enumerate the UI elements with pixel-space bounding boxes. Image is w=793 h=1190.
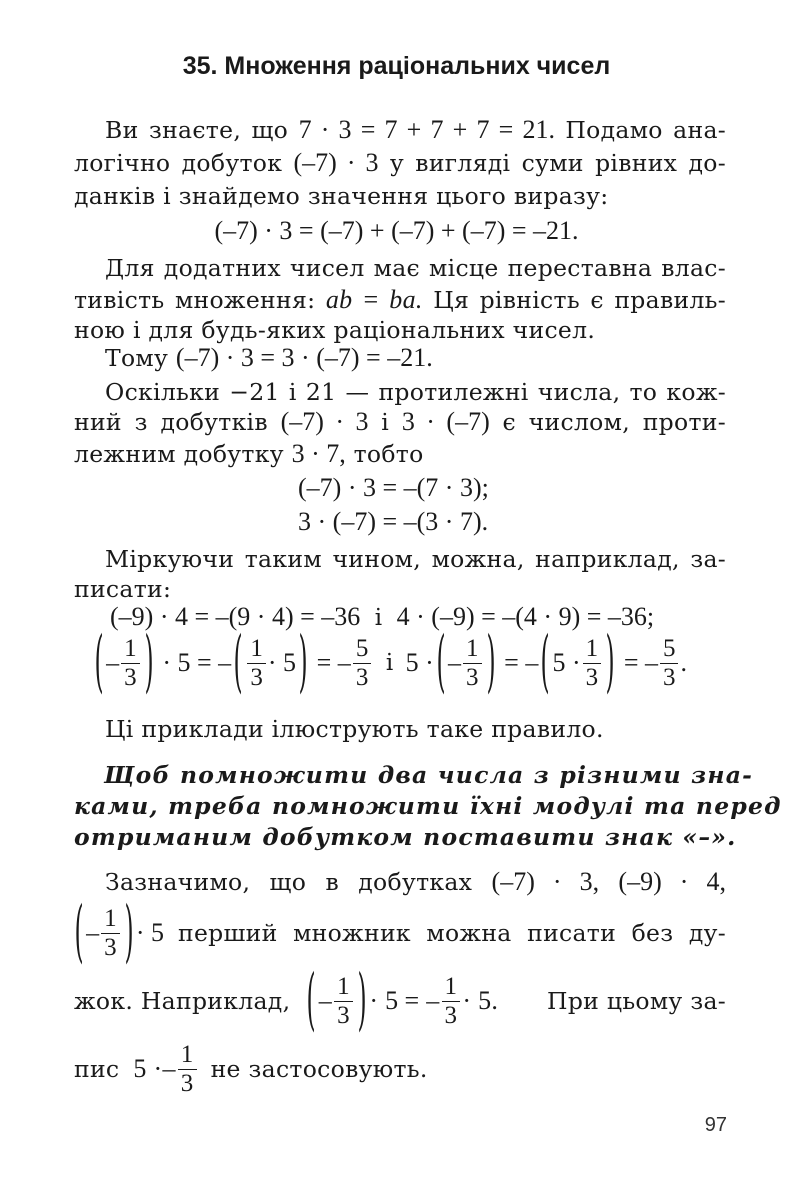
text: і (385, 650, 394, 676)
fraction (442, 973, 461, 1030)
right-paren: ) (605, 624, 615, 702)
numerator: 1 (178, 1041, 197, 1070)
denominator: 3 (466, 663, 479, 691)
numerator: 1 (121, 635, 140, 664)
text-line (105, 866, 726, 898)
right-paren: ) (124, 894, 134, 972)
left-paren: ( (436, 624, 446, 702)
text-line (74, 284, 726, 316)
display-equation (110, 601, 710, 634)
text-line (105, 342, 726, 374)
math-expression: (–7) · 3 (280, 407, 369, 436)
fraction (178, 1041, 197, 1098)
text-line: Оскільки −21 і 21 — протилежні числа, то кож- (105, 378, 726, 406)
math-expression: · 5 (162, 648, 191, 677)
denominator: 3 (444, 1001, 458, 1029)
text: ний з добутків (74, 408, 268, 436)
text: Зазначимо, що в добутках (105, 868, 473, 896)
right-paren: ) (298, 624, 308, 702)
math-expression: 3 · 7, (291, 439, 346, 468)
text-line: писати: (74, 575, 172, 603)
text: Подамо ана- (565, 116, 726, 144)
fraction (121, 635, 140, 692)
fraction (660, 635, 679, 692)
numerator: 5 (660, 635, 679, 664)
text: При цьому за- (547, 987, 726, 1015)
minus-sign: – (162, 1054, 176, 1083)
text-line (74, 147, 726, 179)
math-expression: (–9) · 4 = –(9 · 4) = –36 (110, 602, 361, 631)
text: Ви знаєте, що (105, 116, 289, 144)
text-line: данків і знайдемо значення цього виразу: (74, 182, 609, 210)
denominator: 3 (180, 1069, 194, 1097)
math-expression: = – (623, 648, 658, 677)
text-line: ною і для будь-яких раціональних чисел. (74, 316, 596, 344)
math-expression: (–9) · 4, (618, 867, 726, 896)
display-equation: (–7) · 3 = –(7 · 3); (298, 473, 489, 502)
numerator: 1 (442, 973, 461, 1002)
math-expression: 5 · (133, 1054, 163, 1083)
math-expression: · 5 (135, 918, 164, 947)
right-paren: ) (486, 624, 496, 702)
numerator: 1 (101, 905, 120, 934)
page-number: 97 (704, 1114, 727, 1136)
numerator: 1 (334, 973, 353, 1002)
math-expression: = – (404, 986, 440, 1015)
math-expression: 4 · (–9) = –(4 · 9) = –36; (396, 602, 655, 631)
left-paren: ( (540, 624, 550, 702)
math-expression: · 5 (267, 648, 296, 677)
math-expression: 7 · 3 = 7 + 7 + 7 = 21. (298, 115, 555, 144)
fraction (463, 635, 482, 692)
numerator: 1 (583, 635, 602, 664)
fraction (101, 905, 120, 962)
math-expression: (–7) · 3, (491, 867, 600, 896)
numerator: 1 (463, 635, 482, 664)
minus-sign: – (86, 918, 100, 947)
text-line: Міркуючи таким чином, можна, наприклад, за- (105, 545, 726, 573)
text: тивість множення: (74, 286, 316, 314)
left-paren: ( (94, 624, 104, 702)
display-equation: 3 · (–7) = –(3 · 7). (298, 507, 489, 536)
minus-sign: – (318, 986, 333, 1015)
fraction (247, 635, 266, 692)
section-title: 35. Множення раціональних чисел (182, 52, 611, 80)
right-paren: ) (357, 962, 367, 1040)
denominator: 3 (585, 663, 599, 691)
period: . (680, 648, 687, 677)
math-expression: = – (504, 648, 539, 677)
math-expression: 5 · (405, 648, 434, 677)
text: тобто (353, 440, 424, 468)
denominator: 3 (355, 663, 369, 691)
text-line (74, 1036, 726, 1102)
text-line (74, 962, 726, 1040)
text: логічно добуток (74, 149, 283, 177)
denominator: 3 (124, 663, 137, 691)
fraction-equation (92, 624, 732, 702)
rule-line: ками, треба помножити їхні модулі та перед (74, 792, 782, 820)
rule-line: Щоб помножити два числа з різними зна- (104, 761, 754, 789)
text-line (74, 406, 726, 438)
math-expression: (–7) · 3 (293, 148, 379, 177)
denominator: 3 (337, 1001, 350, 1029)
text: є числом, проти- (502, 408, 726, 436)
left-paren: ( (233, 624, 243, 702)
math-expression: (–7) · 3 = 3 · (–7) = –21. (175, 343, 433, 372)
fraction (583, 635, 602, 692)
rule-line: отриманим добутком поставити знак «–». (74, 823, 737, 851)
text: у вигляді суми рівних до- (389, 149, 726, 177)
text: лежним добутку (74, 440, 284, 468)
math-expression: = – (196, 648, 232, 677)
denominator: 3 (662, 663, 676, 691)
text-line (72, 894, 726, 972)
text: жок. Наприклад, (74, 987, 291, 1015)
text: перший множник можна писати без ду- (177, 919, 726, 947)
text-line (74, 438, 726, 470)
math-expression: 5 · (552, 648, 581, 677)
text: Тому (105, 344, 169, 372)
minus-sign: – (448, 648, 461, 677)
left-paren: ( (306, 962, 317, 1040)
minus-sign: – (106, 648, 120, 677)
right-paren: ) (144, 624, 154, 702)
fraction (353, 635, 372, 692)
math-expression: · 5 (369, 986, 399, 1015)
numerator: 1 (247, 635, 266, 664)
text: і (381, 408, 390, 436)
left-paren: ( (74, 894, 84, 972)
text: не застосовують. (210, 1055, 428, 1083)
text: пис (74, 1055, 120, 1083)
text-line: Для додатних чисел має місце переставна влас- (105, 254, 726, 282)
fraction (334, 973, 353, 1030)
text-line: Ці приклади ілюструють таке правило. (105, 715, 604, 743)
math-expression: ab = ba. (325, 285, 423, 314)
display-equation: (–7) · 3 = (–7) + (–7) + (–7) = –21. (214, 216, 579, 245)
math-expression: = – (316, 648, 351, 677)
denominator: 3 (104, 933, 117, 961)
math-expression: · 5. (462, 986, 499, 1015)
denominator: 3 (250, 663, 263, 691)
numerator: 5 (353, 635, 372, 664)
text: Ця рівність є правиль- (433, 286, 727, 314)
text-line (105, 114, 726, 146)
math-expression: 3 · (–7) (401, 407, 490, 436)
text: і (374, 605, 383, 631)
